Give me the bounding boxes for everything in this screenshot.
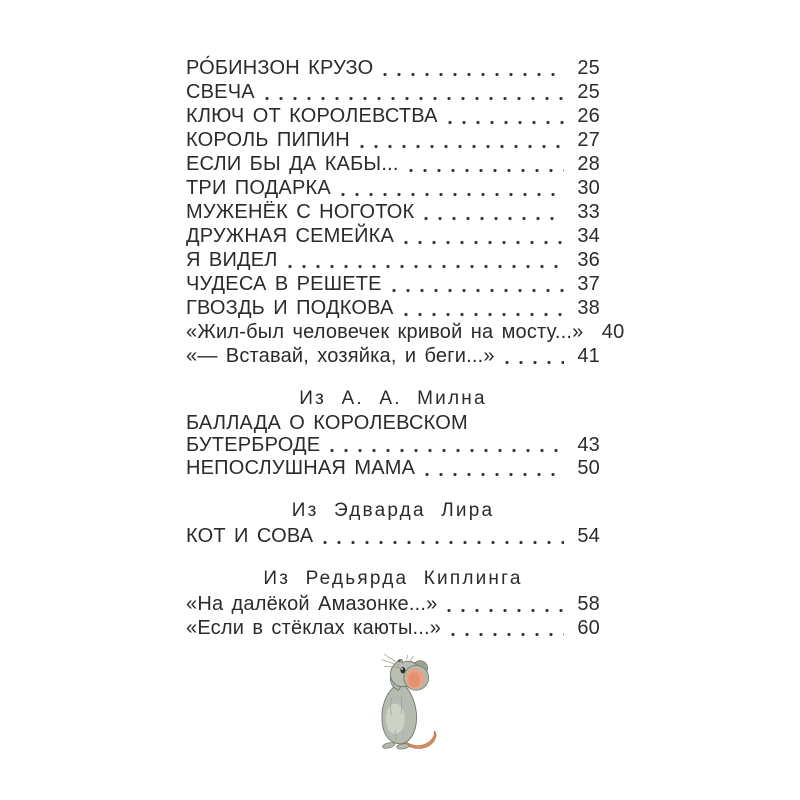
toc-section: [186, 566, 600, 640]
mouse-foot-left: [382, 742, 395, 750]
mouse-nose: [398, 659, 401, 662]
entry-title: КОТ И СОВА: [186, 525, 314, 547]
toc-entry: [186, 224, 600, 248]
page-number: 50: [577, 457, 600, 479]
page-number: 28: [577, 153, 600, 175]
page-number: 37: [577, 273, 600, 295]
dot-leader: [443, 104, 564, 128]
page-number: 26: [577, 105, 600, 127]
page-number: 33: [577, 201, 600, 223]
entry-title: РО́БИНЗОН КРУЗО: [186, 57, 374, 79]
entry-title: «На далёкой Амазонке...»: [186, 593, 438, 615]
dot-leader: [318, 524, 564, 548]
entry-title: ТРИ ПОДАРКА: [186, 177, 331, 199]
dot-leader: [500, 344, 564, 368]
mouse-svg: [352, 654, 448, 754]
page-number: 34: [577, 225, 600, 247]
dot-leader: [387, 272, 564, 296]
toc-entry: [186, 616, 600, 640]
entry-title: БАЛЛАДА О КОРОЛЕВСКОМ: [186, 412, 468, 434]
dot-leader: [442, 592, 564, 616]
dot-leader: [260, 80, 564, 104]
page-number: 40: [601, 321, 625, 343]
dot-leader: [446, 616, 564, 640]
toc-entry: [186, 434, 600, 456]
dot-leader: [378, 56, 564, 80]
section-heading: Из Редьярда Киплинга: [263, 568, 523, 589]
page-number: 60: [577, 617, 600, 639]
table-of-contents: [186, 0, 625, 640]
entry-title: СВЕЧА: [186, 81, 255, 103]
toc-entry: [186, 456, 600, 480]
dot-leader: [283, 248, 564, 272]
dot-leader: [399, 224, 564, 248]
mouse-illustration: [352, 654, 448, 754]
entry-title: МУЖЕНЁК С НОГОТОК: [186, 201, 415, 223]
page-number: 25: [577, 81, 600, 103]
mouse-eye: [400, 667, 405, 673]
section-heading: Из А. А. Милна: [299, 388, 487, 409]
entry-title: НЕПОСЛУШНАЯ МАМА: [186, 457, 416, 479]
dot-leader: [355, 128, 564, 152]
toc-entry: [186, 152, 600, 176]
dot-leader: [419, 200, 564, 224]
toc-entry: [186, 272, 600, 296]
dot-leader: [325, 434, 564, 456]
page-number: 38: [577, 297, 600, 319]
dot-leader: [336, 176, 564, 200]
toc-section: [186, 56, 625, 368]
toc-section: [186, 498, 600, 548]
toc-entry: [186, 592, 600, 616]
toc-entry: [186, 296, 600, 320]
toc-entry: [186, 344, 600, 368]
mouse-eye-highlight: [401, 668, 403, 670]
page-number: 41: [577, 345, 600, 367]
mouse-ear-shade: [409, 672, 420, 687]
dot-leader: [420, 456, 564, 480]
entry-title: «Если в стёклах каюты...»: [186, 617, 442, 639]
entry-title: ДРУЖНАЯ СЕМЕЙКА: [186, 225, 395, 247]
entry-title: ЧУДЕСА В РЕШЕТЕ: [186, 273, 382, 295]
toc-entry: [186, 524, 600, 548]
page-number: 25: [577, 57, 600, 79]
entry-title: КОРОЛЬ ПИПИН: [186, 129, 350, 151]
dot-leader: [399, 296, 564, 320]
entry-title: БУТЕРБРОДЕ: [186, 434, 321, 456]
entry-title: «Жил-был человечек кривой на мосту...»: [186, 321, 584, 343]
entry-title: ЕСЛИ БЫ ДА КАБЫ...: [186, 153, 399, 175]
toc-entry: [186, 80, 600, 104]
toc-entry: [186, 248, 600, 272]
entry-title: КЛЮЧ ОТ КОРОЛЕВСТВА: [186, 105, 438, 127]
toc-entry: [186, 176, 600, 200]
toc-section: [186, 386, 600, 480]
page-number: 36: [577, 249, 600, 271]
entry-title: Я ВИДЕЛ: [186, 249, 278, 271]
toc-entry: [186, 104, 600, 128]
entry-title: ГВОЗДЬ И ПОДКОВА: [186, 297, 394, 319]
page-number: 30: [577, 177, 600, 199]
page-number: 54: [577, 525, 600, 547]
toc-entry: [186, 200, 600, 224]
page-number: 27: [577, 129, 600, 151]
entry-title: «— Вставай, хозяйка, и беги...»: [186, 345, 495, 367]
mouse-belly: [386, 704, 405, 734]
dot-leader: [404, 152, 564, 176]
toc-entry: [186, 56, 600, 80]
toc-entry: [186, 412, 600, 434]
toc-entry: [186, 128, 600, 152]
page-number: 43: [577, 434, 600, 456]
toc-entry: [186, 320, 625, 344]
page-number: 58: [577, 593, 600, 615]
section-heading: Из Эдварда Лира: [291, 500, 495, 521]
